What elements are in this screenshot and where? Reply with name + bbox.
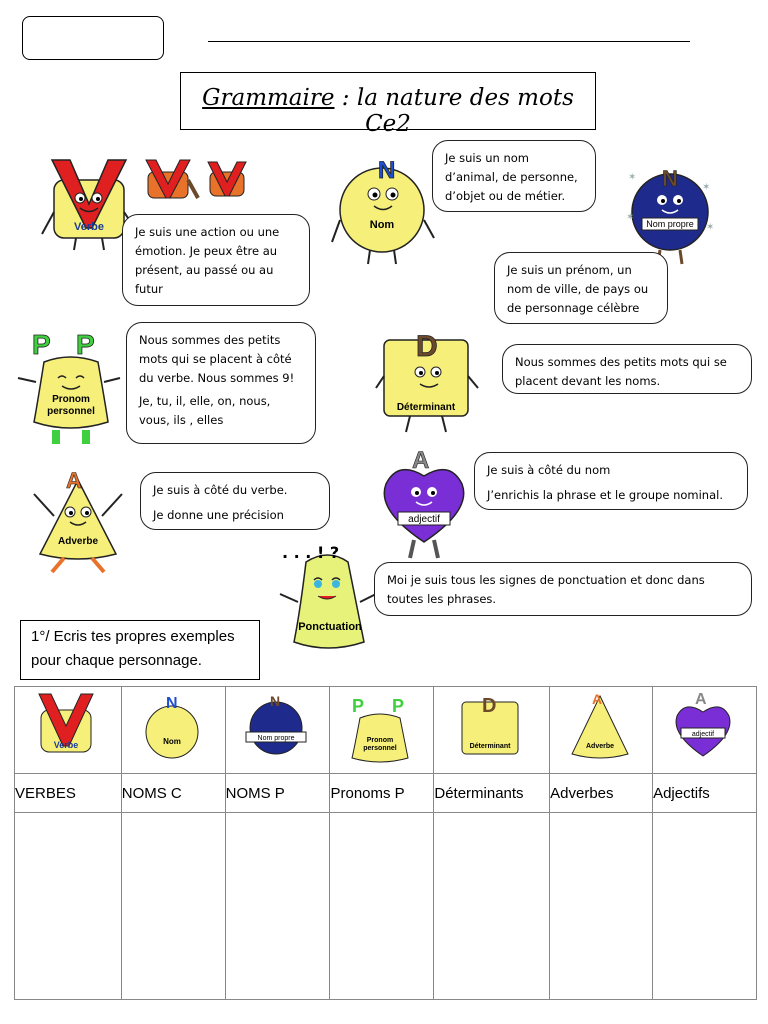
- nom-text: Je suis un nom d’animal, de personne, d’objet ou de métier.: [445, 151, 578, 203]
- task-line-2: pour chaque personnage.: [31, 652, 202, 669]
- answer-cell-adjectifs[interactable]: [653, 813, 757, 1000]
- task-box: [20, 620, 260, 680]
- svg-text:Déterminant: Déterminant: [469, 743, 511, 750]
- icons-row: [15, 687, 757, 774]
- verbe-icon: [15, 688, 115, 768]
- svg-text:A: A: [695, 691, 707, 708]
- answer-cell-determinants[interactable]: [434, 813, 550, 1000]
- ponctuation-marks: . . . ! ?: [282, 543, 340, 562]
- pronom-label-2: personnel: [47, 406, 95, 417]
- svg-text:A: A: [592, 691, 603, 707]
- verbe-text: Je suis une action ou une émotion. Je peux être au présent, au passé ou au futur: [135, 225, 280, 296]
- adjectif-label: adjectif: [408, 514, 440, 525]
- adjectif-icon: [653, 688, 753, 768]
- svg-text:personnel: personnel: [363, 745, 398, 752]
- cell-icon-nom-propre: [225, 687, 330, 774]
- title-underlined: Grammaire: [202, 85, 335, 111]
- svg-text:A: A: [66, 468, 82, 493]
- pronom-text-2: Je, tu, il, elle, on, nous, vous, ils , elles: [139, 394, 271, 427]
- nom-propre-label: Nom propre: [646, 219, 694, 229]
- adverbe-bubble: [140, 472, 330, 530]
- ponctuation-text: Moi je suis tous les signes de ponctuation et donc dans toutes les phrases.: [387, 573, 705, 606]
- svg-text:A: A: [412, 447, 430, 474]
- svg-text:adjectif: adjectif: [691, 731, 715, 738]
- cell-icon-pronom: [330, 687, 434, 774]
- answer-row: [15, 813, 757, 1000]
- answer-cell-verbes[interactable]: [15, 813, 122, 1000]
- pronom-text-1: Nous sommes des petits mots qui se placent à côté du verbe. Nous sommes 9!: [139, 333, 295, 385]
- cell-icon-verbe: [15, 687, 122, 774]
- verbe-small-icon-2: [204, 160, 250, 204]
- answer-cell-noms-p[interactable]: [225, 813, 330, 1000]
- adjectif-text-1: Je suis à côté du nom: [487, 463, 611, 477]
- verbe-label: Verbe: [74, 221, 104, 233]
- col-header-adverbes: Adverbes: [550, 774, 653, 813]
- adjectif-text-2: J’enrichis la phrase et le groupe nominal.: [487, 488, 723, 502]
- nom-label: Nom: [369, 219, 395, 231]
- determinant-icon: [434, 688, 544, 768]
- col-header-determinants: Déterminants: [434, 774, 550, 813]
- student-name-box[interactable]: [22, 16, 164, 60]
- page-title: [181, 85, 595, 137]
- svg-text:Adverbe: Adverbe: [586, 743, 615, 750]
- svg-text:N: N: [269, 693, 280, 709]
- cell-icon-nom: [121, 687, 225, 774]
- determinant-bubble: [502, 344, 752, 394]
- adjectif-character-icon: [376, 446, 472, 566]
- adverbe-text-1: Je suis à côté du verbe.: [153, 483, 288, 497]
- nom-propre-icon: [226, 688, 326, 768]
- ponctuation-character-icon: [272, 542, 382, 660]
- adjectif-bubble: [474, 452, 748, 510]
- answer-cell-noms-c[interactable]: [121, 813, 225, 1000]
- cell-icon-adjectif: [653, 687, 757, 774]
- title-box: [180, 72, 596, 137]
- ponctuation-bubble: [374, 562, 752, 616]
- ponctuation-label: Ponctuation: [298, 621, 362, 633]
- determinant-character-icon: [374, 326, 486, 438]
- svg-text:N: N: [165, 695, 178, 712]
- svg-text:P: P: [32, 329, 51, 360]
- svg-text:P: P: [76, 329, 95, 360]
- title-rest: : la nature des mots Ce2: [334, 85, 574, 137]
- header-row: [15, 774, 757, 813]
- nom-propre-text: Je suis un prénom, un nom de ville, de pays ou de personnage célèbre: [507, 263, 649, 315]
- cell-icon-adverbe: [550, 687, 653, 774]
- nom-icon: [122, 688, 222, 768]
- svg-text:✶: ✶: [626, 212, 635, 223]
- pronom-bubble: [126, 322, 316, 444]
- verbe-small-icon: [140, 158, 200, 206]
- col-header-noms-c: NOMS C: [121, 774, 225, 813]
- svg-text:Nom: Nom: [162, 737, 181, 746]
- col-header-noms-p: NOMS P: [225, 774, 330, 813]
- adverbe-text-2: Je donne une précision: [153, 508, 284, 522]
- svg-text:D: D: [416, 330, 438, 363]
- col-header-pronoms-p: Pronoms P: [330, 774, 434, 813]
- svg-text:P: P: [352, 696, 365, 716]
- pronom-label-1: Pronom: [52, 394, 90, 405]
- svg-text:P: P: [392, 696, 405, 716]
- verbe-bubble: [122, 214, 310, 306]
- cell-icon-determinant: [434, 687, 550, 774]
- adverbe-label: Adverbe: [57, 536, 99, 547]
- pronom-character-icon: [14, 322, 126, 450]
- svg-text:Nom propre: Nom propre: [257, 735, 295, 742]
- nom-character-icon: [330, 150, 440, 270]
- nom-propre-bubble: [494, 252, 668, 324]
- nom-bubble: [432, 140, 596, 212]
- svg-text:✶: ✶: [706, 222, 715, 233]
- svg-text:N: N: [662, 166, 678, 191]
- svg-text:Pronom: Pronom: [367, 737, 394, 744]
- svg-text:✶: ✶: [702, 182, 711, 193]
- answer-cell-pronoms-p[interactable]: [330, 813, 434, 1000]
- pronom-icon: [330, 688, 430, 768]
- examples-table: [14, 686, 757, 1000]
- svg-text:Verbe: Verbe: [53, 740, 79, 750]
- name-line: [208, 41, 690, 42]
- col-header-verbes: VERBES: [15, 774, 122, 813]
- adverbe-character-icon: [28, 466, 128, 578]
- task-line-1: 1°/ Ecris tes propres exemples: [31, 628, 235, 645]
- svg-text:D: D: [482, 695, 497, 717]
- determinant-label: Déterminant: [396, 402, 456, 413]
- svg-text:N: N: [378, 157, 396, 184]
- determinant-text: Nous sommes des petits mots qui se placent devant les noms.: [515, 355, 727, 388]
- svg-text:✶: ✶: [628, 172, 637, 183]
- adverbe-icon: [550, 688, 650, 768]
- col-header-adjectifs: Adjectifs: [653, 774, 757, 813]
- answer-cell-adverbes[interactable]: [550, 813, 653, 1000]
